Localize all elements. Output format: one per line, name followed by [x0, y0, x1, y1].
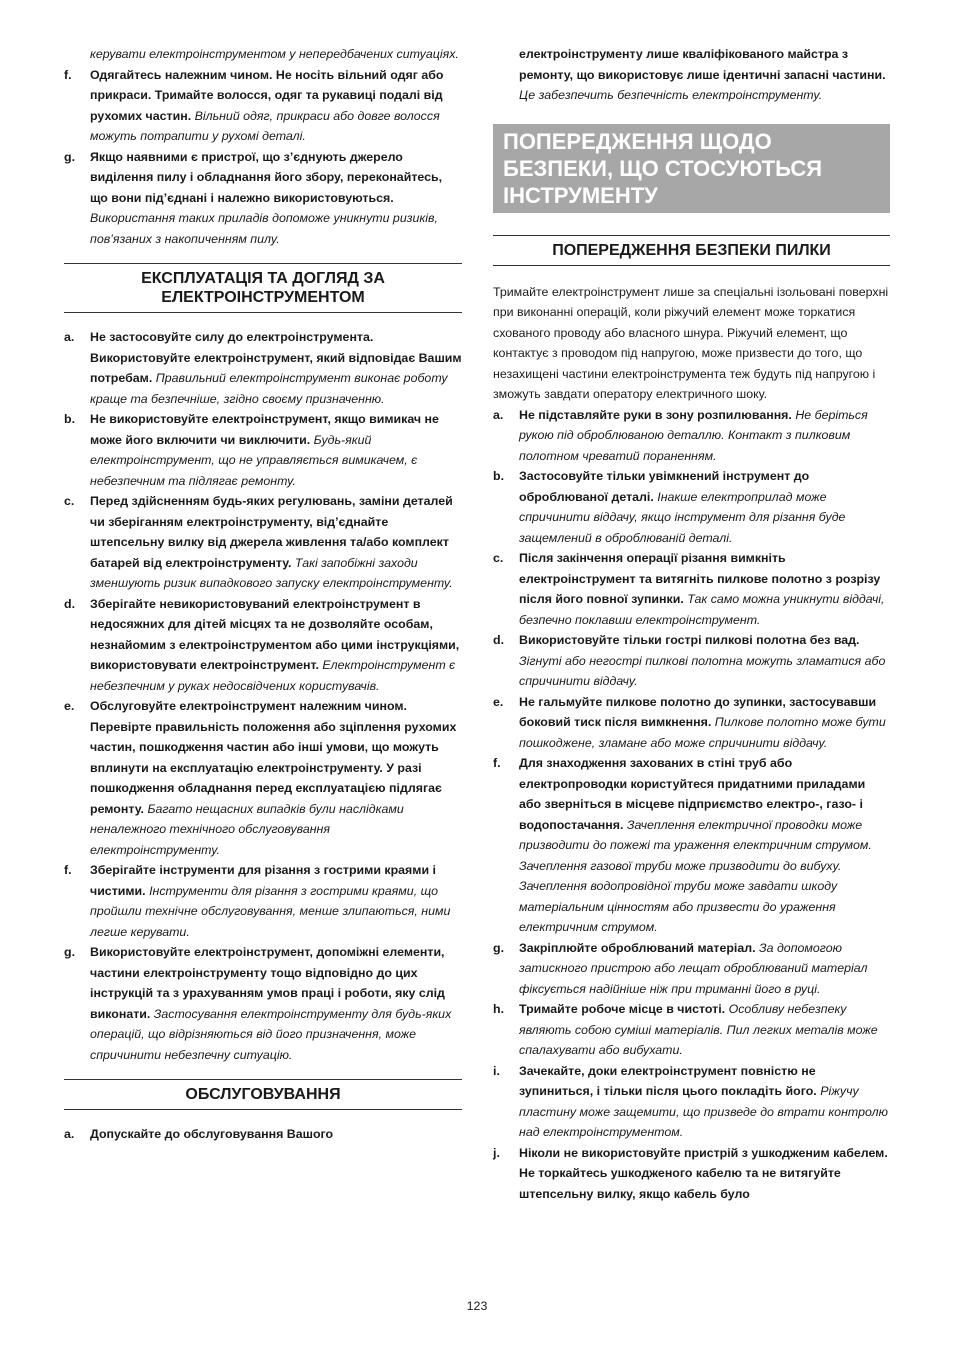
item-bold: Застосовуйте тільки увімкнений інструмент до оброблюваної деталі.: [519, 469, 810, 504]
item-italic: Пилкове полотно може бути пошкоджене, зламане або може спричинити віддачу.: [519, 715, 886, 750]
item-text: [90, 409, 462, 491]
list-item: [493, 548, 890, 630]
list-item: [493, 999, 890, 1061]
item-bold: Для знаходження захованих в стіні труб або електропроводки користуйтеся придатними приладами або зверніться в місцеве підприємство електро-, газо- і водопостачання.: [519, 756, 866, 832]
item-label: d.: [493, 633, 505, 647]
list-item: [493, 405, 890, 467]
list-service: [64, 1124, 462, 1145]
item-text: [90, 860, 462, 942]
item-label: a.: [64, 1127, 75, 1141]
item-label: a.: [64, 330, 75, 344]
item-label: j.: [493, 1145, 500, 1160]
list-operation: [64, 327, 462, 1065]
item-text: [90, 594, 462, 697]
item-label: i.: [493, 1063, 500, 1078]
item-label: c.: [64, 494, 75, 508]
continued-bold: електроінструменту лише кваліфікованого майстра з ремонту, що використовує лише ідентичні запасні частини.: [519, 47, 886, 82]
item-text: [519, 1061, 890, 1143]
list-item: [493, 1143, 890, 1205]
item-bold: Зберігайте невикористовуваний електроінструмент в недосяжних для дітей місцях та не дозволяйте особам, незнайомим з електроінструментом або цими інструкціями, використовувати електроінструмент.: [90, 596, 460, 672]
item-italic: Особливу небезпеку являють собою суміші матеріалів. Пил легких металів може спалахувати або вибухати.: [519, 1002, 878, 1057]
item-label: g.: [493, 940, 505, 955]
continued-italic: Це забезпечить безпечність електроінструменту.: [519, 88, 823, 102]
list-item: [493, 938, 890, 1000]
item-label: f.: [64, 67, 72, 82]
heading-saw-safety: ПОПЕРЕДЖЕННЯ БЕЗПЕКИ ПИЛКИ: [493, 235, 890, 266]
item-bold: Зберігайте інструменти для різання з гострими краями і чистими.: [90, 863, 436, 898]
item-label: f.: [64, 863, 72, 877]
item-bold: Не використовуйте електроінструмент, якщо вимикач не може його включити чи виключити.: [90, 412, 439, 447]
item-italic: Правильний електроінструмент виконає роботу краще та безпечніше, згідно своєму призначенню.: [90, 371, 448, 406]
item-label: b.: [64, 412, 76, 426]
item-italic: Інакше електроприлад може спричинити віддачу, якщо інструмент для різання буде защемлений в оброблюваній деталі.: [519, 489, 846, 545]
item-text: [519, 753, 890, 938]
item-label: d.: [64, 596, 76, 611]
list-item: [64, 65, 462, 147]
item-bold: Не застосовуйте силу до електроінструмента. Використовуйте електроінструмент, який відповідає Вашим потребам.: [90, 330, 462, 385]
page-number: 123: [466, 1299, 488, 1313]
list-item: [64, 860, 462, 942]
list-item: [64, 1124, 462, 1145]
item-bold: Одягайтесь належним чином. Не носіть вільний одяг або прикраси. Тримайте волосся, одяг та рукавиці подалі від рухомих частин.: [90, 67, 444, 123]
item-italic: За допомогою затискного пристрою або лещат оброблюваний матеріал фіксується надійніше ніж при триманні його в руці.: [519, 940, 868, 996]
item-italic: Зачеплення електричної проводки може призводити до пожежі та ураження електричним струмом. Зачеплення газової труби може призводити до вибуху. Зачеплення водопровідної труби може завдати шкоду матеріальним цінностям або призвести до ураження електричним струмом.: [519, 817, 872, 934]
item-bold: Якщо наявними є пристрої, що з’єднують джерело виділення пилу і обладнання його збору, переконайтесь, що вони під’єднані і належно використовуються.: [90, 149, 443, 205]
item-italic: Ріжучу пластину може защемити, що призведе до втрати контролю над електроінструментом.: [519, 1084, 888, 1139]
item-bold: Обслуговуйте електроінструмент належним чином. Перевірте правильність положення або зціплення рухомих частин, пошкодження частин або інші умови, що можуть вплинути на експлуатацію електроінструменту. У разі пошкодження обладнання перед експлуатацією підлягає ремонту.: [90, 699, 457, 816]
item-bold: Перед здійсненням будь-яких регулювань, заміни деталей чи зберіганням електроінструменту, від’єднайте штепсельну вилку від джерела живлення та/або комплект батарей від електроінструменту.: [90, 494, 453, 570]
item-text: [90, 1124, 462, 1145]
item-text: [519, 548, 890, 630]
item-label: e.: [64, 699, 75, 713]
item-label: c.: [493, 551, 504, 565]
item-text: [90, 491, 462, 594]
item-bold: Використовуйте електроінструмент, допоміжні елементи, частини електроінструменту тощо відповідно до цих інструкцій та з урахуванням умов праці і роботи, яку слід виконати.: [90, 945, 445, 1021]
item-italic: Не беріться рукою під оброблюваною деталлю. Контакт з пилковим полотном чреватий пораненням.: [519, 407, 868, 463]
item-text: [519, 692, 890, 754]
item-label: a.: [493, 407, 504, 422]
big-heading: ПОПЕРЕДЖЕННЯ ЩОДО БЕЗПЕКИ, ЩО СТОСУЮТЬСЯ ІНСТРУМЕНТУ: [493, 124, 890, 213]
item-bold: Ніколи не використовуйте пристрій з ушкодженим кабелем. Не торкайтесь ушкодженого кабелю та не витягуйте штепсельну вилку, якщо кабель було: [519, 1145, 888, 1201]
item-text: [519, 1143, 890, 1205]
list-item: [493, 466, 890, 548]
item-text: [519, 630, 890, 692]
item-text: [90, 147, 462, 250]
item-italic: Застосування електроінструменту для будь-яких операцій, що відрізняються від його призначення, може спричинити небезпечну ситуацію.: [90, 1006, 452, 1062]
item-text: [519, 466, 890, 548]
item-bold: Використовуйте тільки гострі пилкові полотна без вад.: [519, 633, 860, 647]
list-work-area: [64, 65, 462, 250]
continued-text-right: [493, 44, 890, 106]
list-item: [64, 594, 462, 697]
item-bold: Не підставляйте руки в зону розпилювання.: [519, 407, 792, 422]
list-item: [64, 147, 462, 250]
list-item: [64, 491, 462, 594]
item-text: [90, 696, 462, 860]
left-column: [64, 44, 462, 1145]
heading-service: ОБСЛУГОВУВАННЯ: [64, 1079, 462, 1110]
item-bold: Не гальмуйте пилкове полотно до зупинки, застосувавши боковий тиск після вимкнення.: [519, 694, 877, 729]
item-italic: Інструменти для різання з гострими краями, що пройшли технічне обслуговування, менше злипаються, ними легше керувати.: [90, 883, 451, 939]
list-item: [64, 409, 462, 491]
list-item: [493, 630, 890, 692]
item-text: [519, 938, 890, 1000]
item-italic: Вільний одяг, прикраси або довге волосся можуть потрапити у рухомі деталі.: [90, 108, 440, 143]
list-item: [493, 1061, 890, 1143]
item-bold: Після закінчення операції різання вимкніть електроінструмент та витягніть пилкове полотно з розрізу після його повної зупинки.: [519, 551, 881, 606]
list-item: [493, 753, 890, 938]
item-italic: Електроінструмент є небезпечним у руках недосвідчених користувачів.: [90, 658, 456, 693]
item-label: h.: [493, 1002, 505, 1016]
continued-text: керувати електроінструментом у непередбачених ситуаціях.: [90, 47, 459, 61]
heading-operation: ЕКСПЛУАТАЦІЯ ТА ДОГЛЯД ЗА ЕЛЕКТРОІНСТРУМЕНТОМ: [64, 263, 462, 313]
item-italic: Будь-який електроінструмент, що не управляється вимикачем, є небезпечним та підлягає ремонту.: [90, 432, 418, 488]
list-item: [64, 696, 462, 860]
list-item: [64, 942, 462, 1065]
item-italic: Використання таких приладів допоможе уникнути ризиків, пов’язаних з накопиченням пилу.: [90, 211, 438, 246]
list-item: [64, 327, 462, 409]
item-label: g.: [64, 945, 76, 959]
item-bold: Допускайте до обслуговування Вашого: [90, 1127, 334, 1141]
item-italic: Так само можна уникнути віддачі, безпечно поклавши електроінструмент.: [519, 592, 885, 627]
saw-intro: Тримайте електроінструмент лише за спеціальні ізольовані поверхні при виконанні операцій, коли ріжучий елемент може торкатися схованого проводу або власного шнура. Ріжучий елемент, що контактує з проводом під напругою, може призвести до того, що незахищені частини електроінструмента теж будуть під напругою і зможуть завдати оператору електричного шоку.: [493, 284, 889, 401]
item-italic: Зігнуті або негострі пилкові полотна можуть зламатися або спричинити віддачу.: [519, 653, 886, 688]
item-bold: Закріплюйте оброблюваний матеріал.: [519, 940, 756, 955]
item-italic: Такі запобіжні заходи зменшують ризик випадкового запуску електроінструменту.: [90, 555, 453, 590]
item-text: [519, 405, 890, 467]
list-saw-safety: [493, 405, 890, 1205]
item-label: f.: [493, 756, 501, 770]
item-label: e.: [493, 694, 504, 709]
item-label: b.: [493, 469, 505, 483]
item-text: [90, 65, 462, 147]
item-text: [90, 327, 462, 409]
item-text: [90, 942, 462, 1065]
item-text: [519, 999, 890, 1061]
item-label: g.: [64, 149, 76, 164]
item-bold: Тримайте робоче місце в чистоті.: [519, 1002, 726, 1016]
item-bold: Зачекайте, доки електроінструмент повністю не зупиниться, і тільки після цього покладіть його.: [519, 1063, 817, 1098]
item-italic: Багато нещасних випадків були наслідками неналежного технічного обслуговування електроінструменту.: [90, 801, 404, 857]
right-column: [493, 44, 890, 1204]
list-item: [493, 692, 890, 754]
